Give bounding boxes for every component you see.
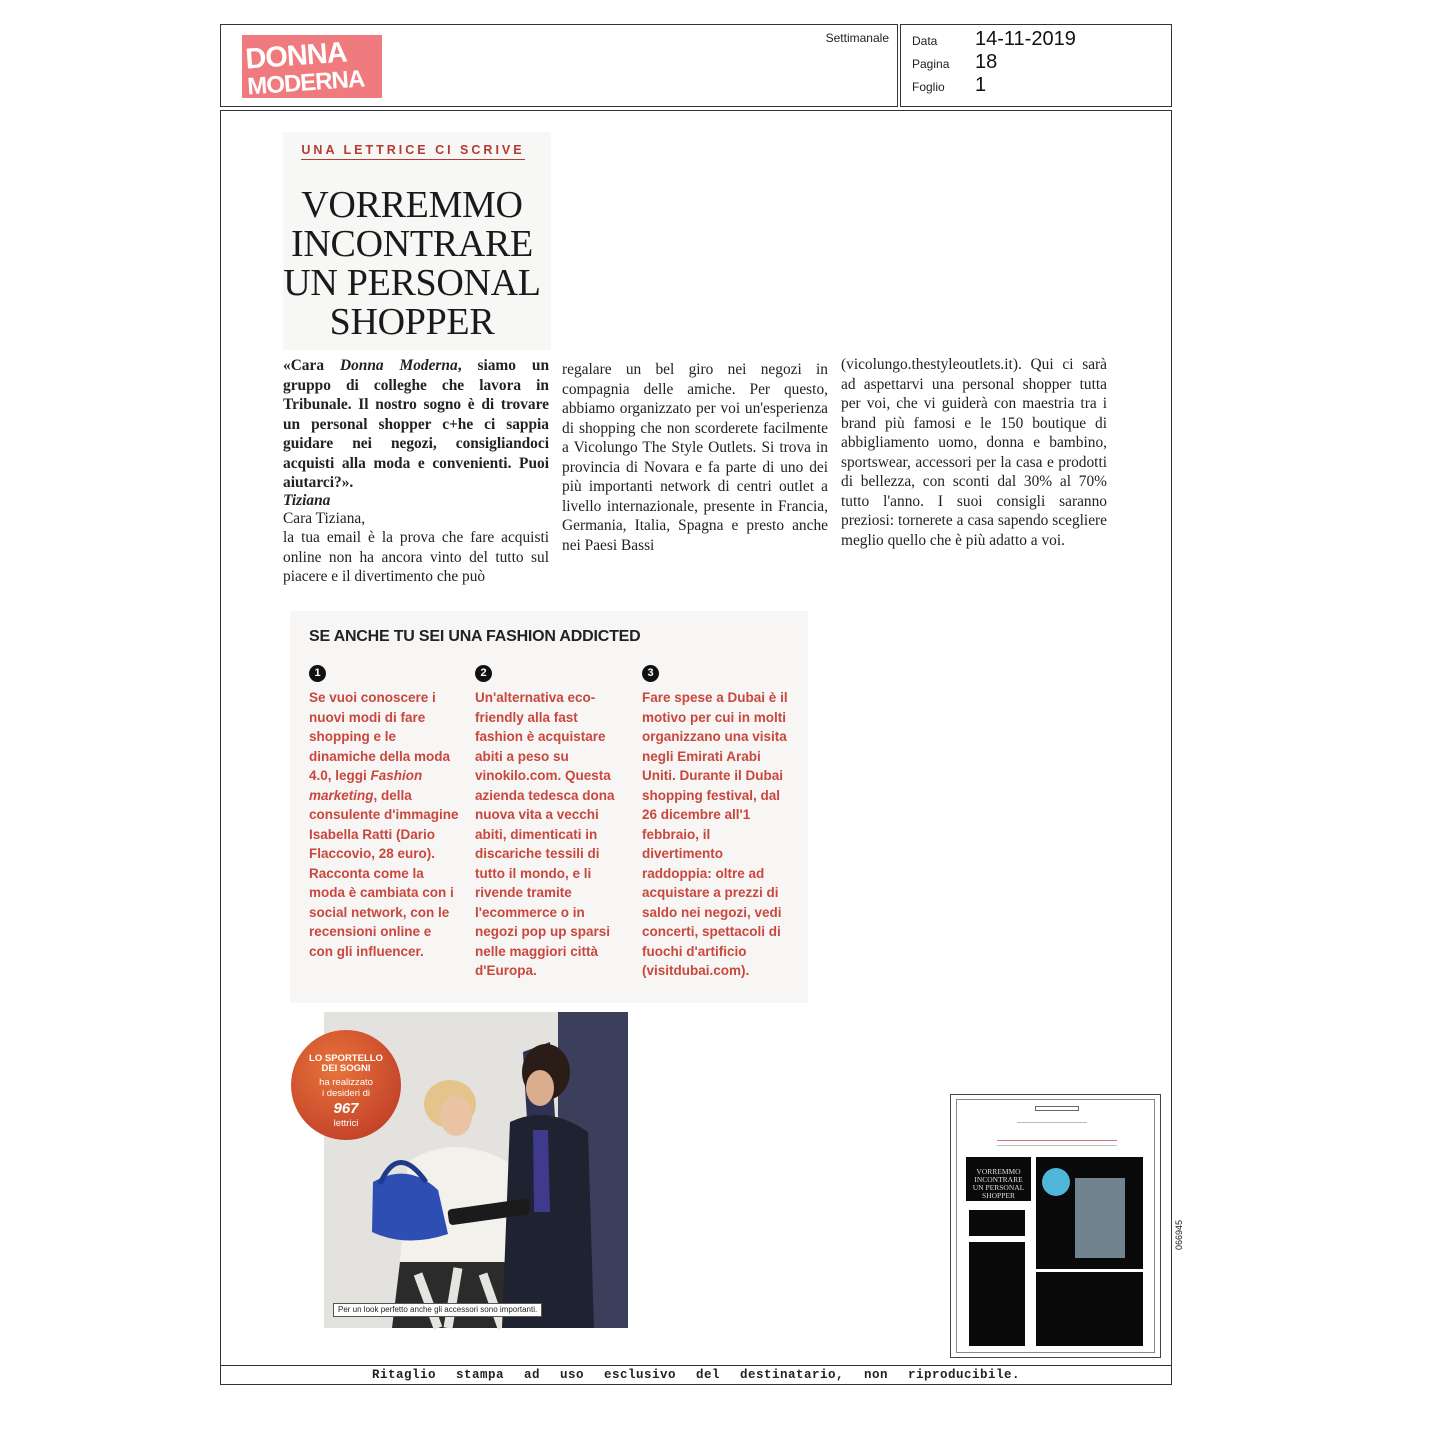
sidebar-text-part: Se vuoi conoscere i nuovi modi di fare shopping e le dinamiche della moda 4.0, leggi (309, 690, 451, 783)
headline-line: VORREMMO (301, 184, 523, 226)
thumbnail-headline-line: UN PERSONAL (972, 1183, 1025, 1192)
sidebar-item-number: 2 (475, 665, 492, 682)
reply-greeting: Cara Tiziana, (283, 509, 366, 527)
sidebar-item-number: 3 (642, 665, 659, 682)
letter-body: , siamo un gruppo di colleghe che lavora in Tribunale. Il nostro sogno è di trovare un personal shopper c+he ci sappia guidare nei negozi, consigliandoci acquisti alla moda e convenienti. Puoi aiutarci?». (283, 357, 549, 491)
thumbnail-badge (1042, 1168, 1070, 1196)
thumbnail-headline-line: VORREMMO (976, 1167, 1021, 1176)
sidebar-item-text (309, 688, 459, 961)
thumbnail-sidebar-block (1036, 1272, 1143, 1346)
badge-title-line: LO SPORTELLO (309, 1053, 383, 1064)
thumbnail-text-block (969, 1242, 1025, 1346)
donna-moderna-logo (242, 35, 382, 101)
headline-line: UN PERSONAL (283, 262, 541, 304)
kicker-text: UNA LETTRICE CI SCRIVE (301, 143, 524, 160)
thumbnail-header (1035, 1106, 1079, 1111)
meta-value: 18 (975, 51, 998, 73)
headline-line: INCONTRARE (291, 223, 533, 265)
meta-label: Foglio (912, 80, 945, 94)
photo-caption: Per un look perfetto anche gli accessori sono importanti. (333, 1303, 542, 1317)
article-headline (272, 186, 552, 342)
sidebar-text-part: , della consulente d'immagine Isabella Ratti (Dario Flaccovio, 28 euro). Racconta come la moda è cambiata con i social network, con le recensioni online e con gli influencer. (309, 787, 459, 959)
footer-disclaimer: Ritaglio stampa ad uso esclusivo del destinatario, non riproducibile. (371, 1368, 1021, 1382)
thumbnail-rule (997, 1145, 1117, 1146)
badge-unit: lettrici (333, 1118, 359, 1129)
thumbnail-rule (1017, 1122, 1087, 1123)
thumbnail-headline-line: INCONTRARE (974, 1175, 1023, 1184)
article-column-2: regalare un bel giro nei negozi in compagnia delle amiche. Per questo, abbiamo organizzato per voi un'esperienza di shopping che non scorderete facilmente a Vicolungo The Style Outlets. Si trova in provincia di Novara e fa parte di uno dei più importanti network di centri outlet a livello internazionale, presente in Francia, Germania, Italia, Spagna e presto anche nei Paesi Bassi (562, 361, 828, 554)
logo-line-2: MODERNA (246, 65, 366, 101)
meta-label: Pagina (912, 57, 950, 71)
meta-label: Data (912, 34, 938, 48)
letter-open: «Cara (283, 357, 340, 374)
issue-meta-box (900, 24, 1172, 107)
badge-number: 967 (333, 1100, 359, 1117)
dream-counter-badge (291, 1030, 401, 1140)
page-thumbnail (950, 1094, 1161, 1358)
logo-line-1: DONNA (244, 36, 348, 76)
reader-letter (283, 357, 549, 491)
sidebar-item-text: Un'alternativa eco-friendly alla fast fashion è acquistare abiti a peso su vinokilo.com. Questa azienda tedesca dona nuova vita a vecchi abiti, dimenticati in discariche tessili di tutto il mondo, e li rivende tramite l'ecommerce o in negozi pop up sparsi nelle maggiori città d'Europa. (475, 690, 615, 978)
sidebar-item-number: 1 (309, 665, 326, 682)
masthead-box (220, 24, 898, 107)
badge-sub-line: i desideri di (321, 1088, 371, 1099)
article-kicker (283, 143, 543, 157)
footer-divider (221, 1365, 1171, 1366)
sidebar-title: SE ANCHE TU SEI UNA FASHION ADDICTED (309, 628, 641, 645)
letter-signature: Tiziana (283, 491, 331, 509)
badge-title (291, 1054, 401, 1074)
thumbnail-page (956, 1099, 1155, 1353)
badge-title-line: DEI SOGNI (321, 1063, 371, 1074)
thumbnail-headline-line: SHOPPER (982, 1191, 1015, 1200)
meta-value: 14-11-2019 (975, 28, 1076, 50)
thumbnail-text-block (969, 1210, 1025, 1236)
headline-line: SHOPPER (329, 301, 495, 343)
letter-magazine-name: Donna Moderna (339, 357, 458, 374)
article-column-1 (283, 356, 549, 585)
thumbnail-figures (1075, 1178, 1125, 1258)
meta-value: 1 (975, 74, 987, 96)
badge-subtitle (291, 1077, 401, 1099)
thumbnail-rule (997, 1140, 1117, 1141)
reply-text: la tua email è la prova che fare acquisti online non ha ancora vinto del tutto sul piacere e il divertimento che può (283, 529, 549, 585)
document-code: 066945 (1174, 1219, 1184, 1250)
badge-sub-line: ha realizzato (319, 1077, 373, 1088)
sidebar-item-text: Fare spese a Dubai è il motivo per cui in molti organizzano una visita negli Emirati Arabi Uniti. Durante il Dubai shopping festival, dal 26 dicembre all'1 febbraio, il divertimento raddoppia: oltre ad acquistare a prezzi di saldo nei negozi, vedi concerti, spettacoli di fuochi d'artificio (visitdubai.com). (642, 690, 788, 978)
book-title: Fashion marketing (309, 768, 423, 803)
publication-frequency: Settimanale (825, 31, 889, 45)
thumbnail-headline (966, 1157, 1031, 1201)
article-column-3: (vicolungo.thestyleoutlets.it). Qui ci sarà ad aspettarvi una personal shopper tutta per voi, che vi guiderà con maestria tra i brand più famosi e le 150 boutique di abbigliamento uomo, donna e bambino, sportswear, accessori per la casa e prodotti di bellezza, con sconti dal 30% al 70% tutto l'anno. I suoi consigli saranno preziosi: tornerete a casa sapendo scegliere meglio quello che è più adatto a voi. (841, 356, 1107, 549)
